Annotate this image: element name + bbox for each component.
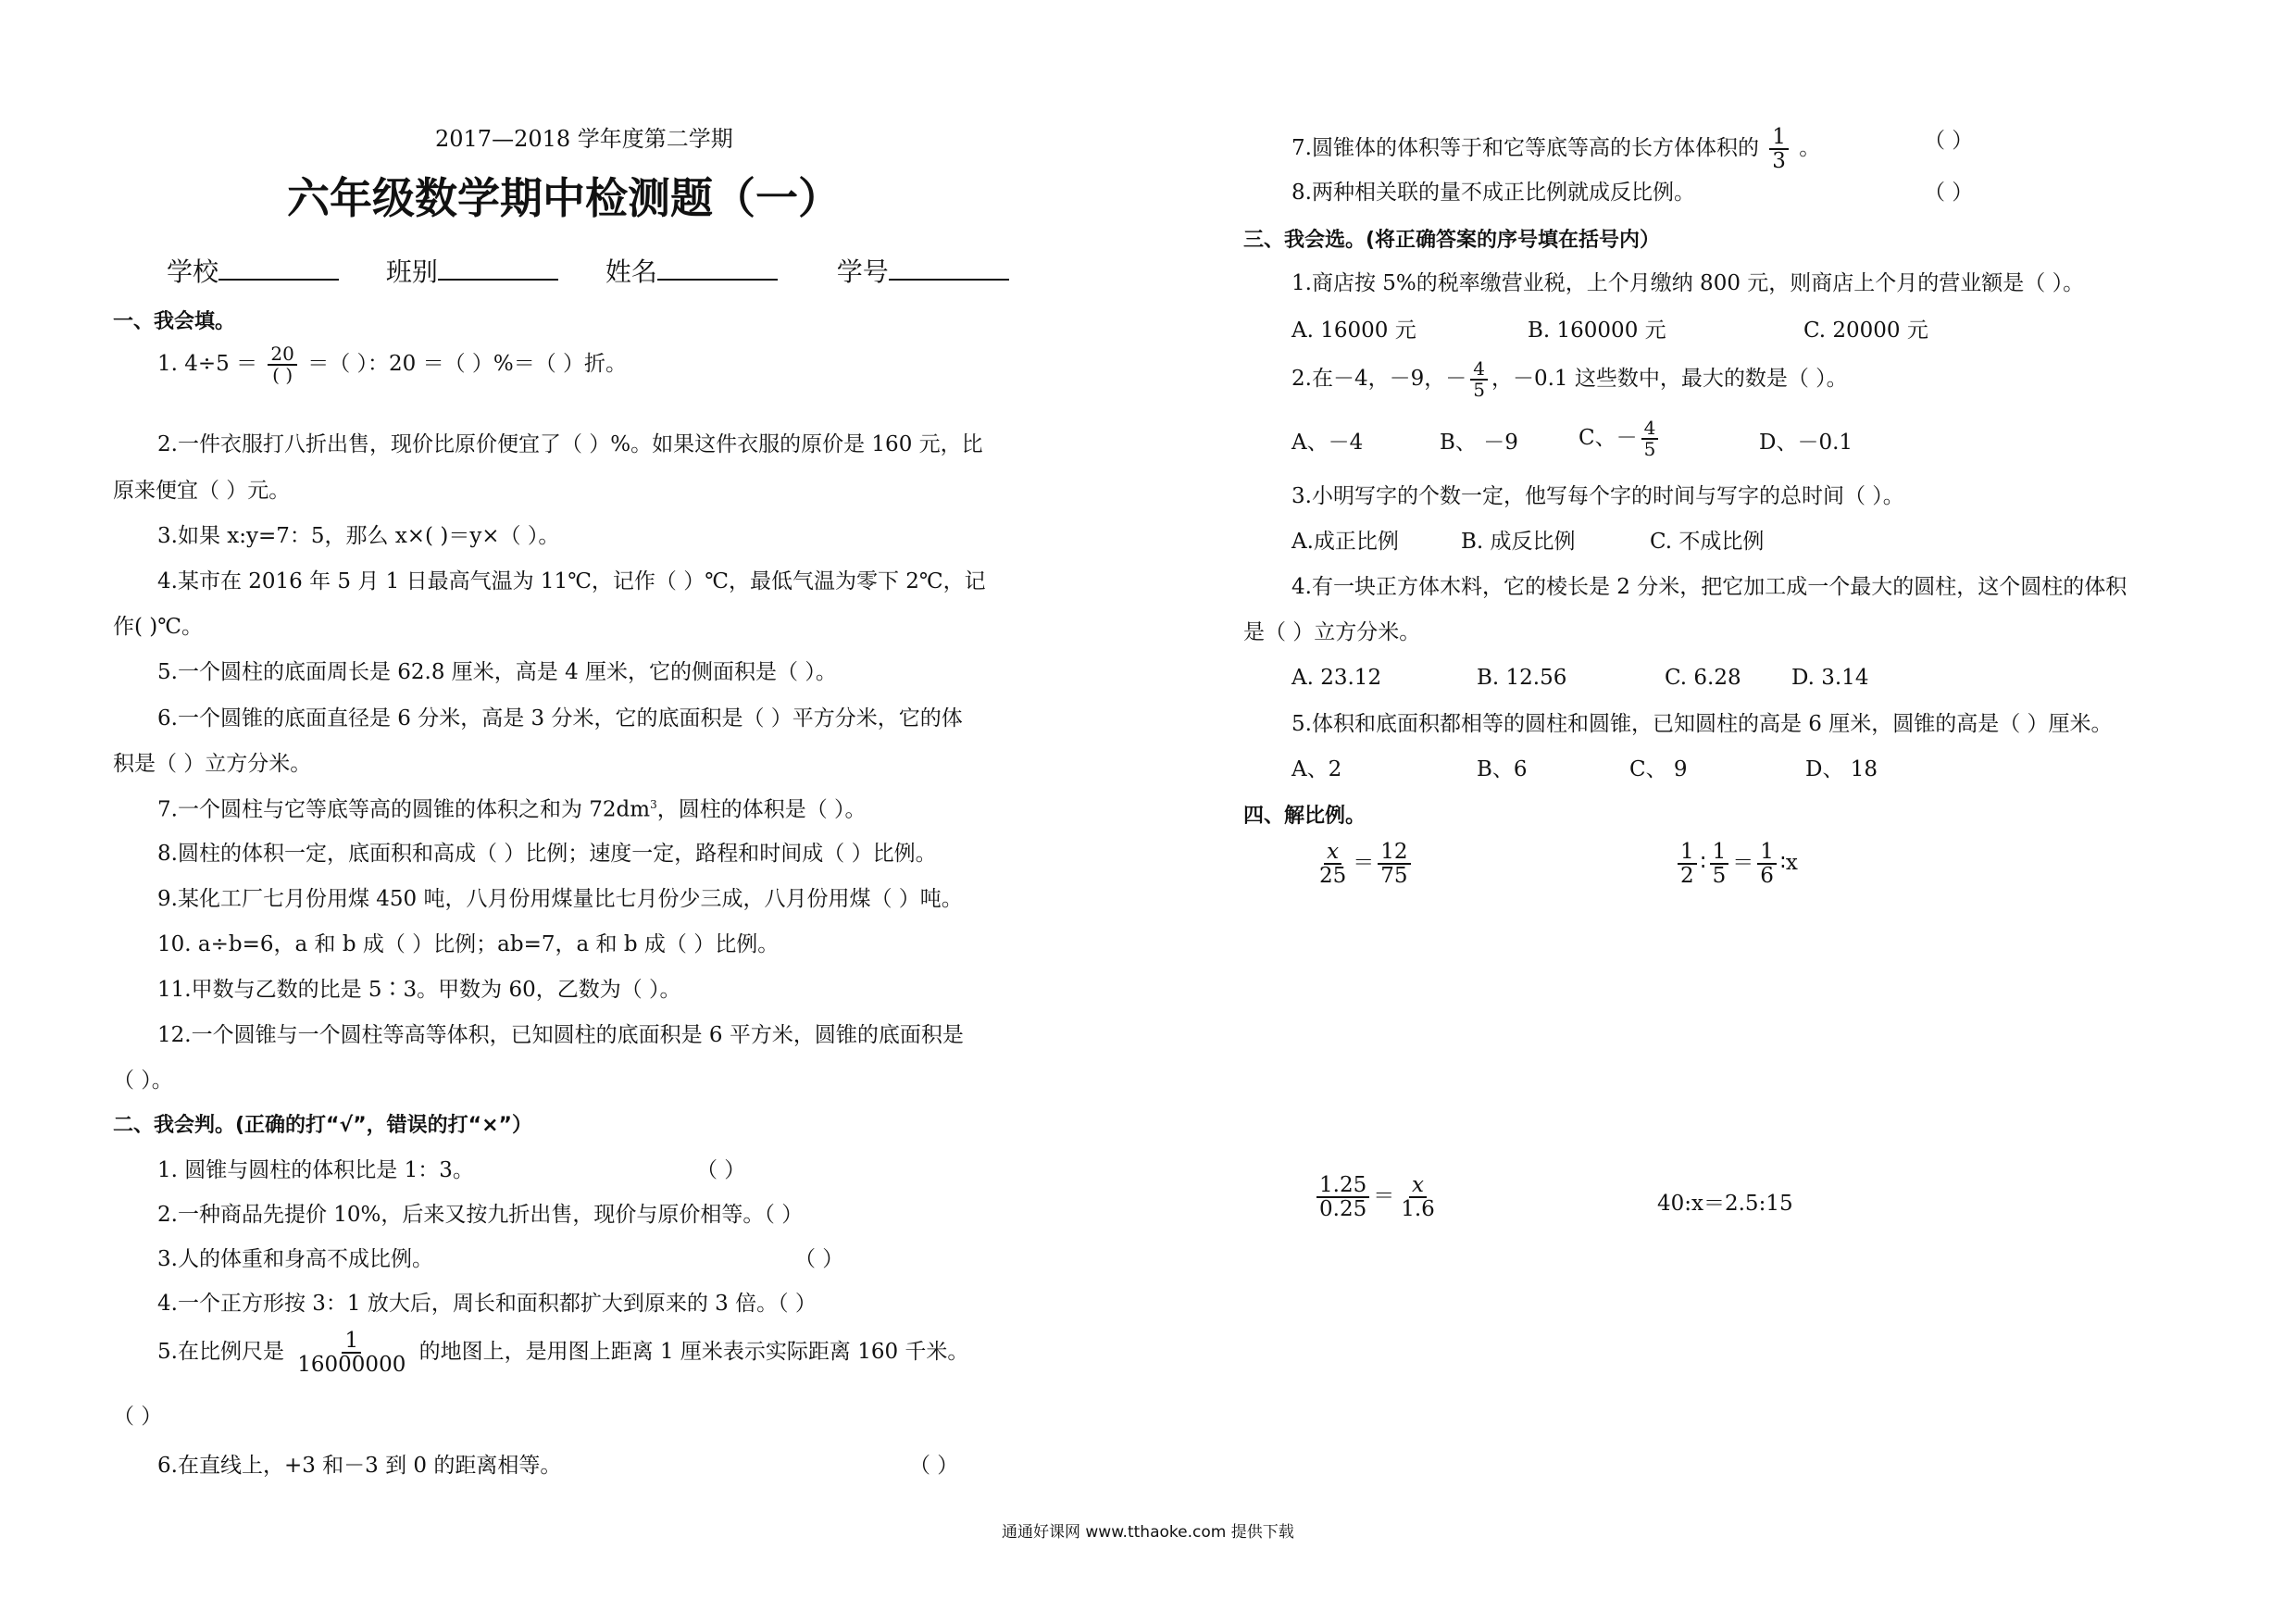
s2-q8: 8.两种相关联的量不成正比例就成反比例。 xyxy=(1292,181,1695,205)
s3-q2-opt-c-fraction: $\frac{4}{5}$ xyxy=(1641,418,1659,459)
s1-q2-line1: 2.一件衣服打八折出售，现价比原价便宜了（ ）%。如果这件衣服的原价是 160 元，比 xyxy=(157,432,983,456)
s2-q5-line2[interactable]: （ ） xyxy=(113,1405,163,1429)
s3-q1-opt-b[interactable]: B. 160000 元 xyxy=(1528,319,1666,343)
field-name: 姓名 xyxy=(605,256,778,287)
s2-q3-paren[interactable]: （ ） xyxy=(794,1247,844,1271)
exam-title: 六年级数学期中检测题（一） xyxy=(287,173,841,223)
s3-q4-opt-c[interactable]: C. 6.28 xyxy=(1665,666,1741,690)
s2-q8-paren[interactable]: （ ） xyxy=(1924,181,1974,205)
s1-q6-line1: 6.一个圆锥的底面直径是 6 分米，高是 3 分米，它的底面积是（ ）平方分米，它的体 xyxy=(157,706,963,731)
field-class: 班别 xyxy=(386,256,558,287)
section-3-heading: 三、我会选。(将正确答案的序号填在括号内） xyxy=(1243,229,1661,252)
s3-q3-opt-c[interactable]: C. 不成比例 xyxy=(1650,530,1765,554)
s3-q3-opt-a[interactable]: A.成正比例 xyxy=(1292,530,1399,554)
s3-q5: 5.体积和底面积都相等的圆柱和圆锥，已知圆柱的高是 6 厘米，圆锥的高是（ ）厘米。 xyxy=(1292,712,2113,736)
s4-eq2-f3: $\frac{1}{6}$ xyxy=(1757,841,1777,887)
s1-q9: 9.某化工厂七月份用煤 450 吨，八月份用煤量比七月份少三成，八月份用煤（ ）吨。 xyxy=(157,887,963,911)
s3-q5-opt-c[interactable]: C、 9 xyxy=(1629,757,1688,781)
s4-eq2-f1: $\frac{1}{2}$ xyxy=(1678,841,1697,887)
s3-q4-opt-a[interactable]: A. 23.12 xyxy=(1292,666,1382,690)
s3-q3: 3.小明写字的个数一定，他写每个字的时间与写字的总时间（ ）。 xyxy=(1292,484,1904,508)
s3-q5-opt-a[interactable]: A、2 xyxy=(1292,757,1342,781)
section-1-heading: 一、我会填。 xyxy=(113,310,236,333)
s1-q3: 3.如果 x:y=7：5，那么 x×( )＝y×（ ）。 xyxy=(157,524,560,548)
s1-q10: 10. a÷b=6，a 和 b 成（ ）比例；ab=7，a 和 b 成（ ）比例。 xyxy=(157,932,780,956)
s3-q2-opt-b[interactable]: B、 －9 xyxy=(1440,431,1518,455)
s2-q3: 3.人的体重和身高不成比例。 xyxy=(157,1247,433,1271)
s3-q1-opt-c[interactable]: C. 20000 元 xyxy=(1803,319,1928,343)
s1-q4-line1: 4.某市在 2016 年 5 月 1 日最高气温为 11℃，记作（ ）℃，最低气温为零下 2℃，记 xyxy=(157,569,986,593)
s2-q6-paren[interactable]: （ ） xyxy=(909,1454,959,1478)
s1-q1: 1. 4÷5 ＝ $\frac{20}{( )}$ ＝（ ）：20 ＝（ ）%＝（ ）折。 xyxy=(157,343,628,386)
s2-q5-fraction: $\frac{1}{16000000}$ xyxy=(297,1329,406,1378)
s1-q6-line2: 积是（ ）立方分米。 xyxy=(113,752,312,776)
field-number-line[interactable] xyxy=(889,279,1009,281)
footer-credit: 通通好课网 www.tthaoke.com 提供下载 xyxy=(1002,1523,1294,1542)
s2-q1-paren[interactable]: （ ） xyxy=(696,1158,746,1182)
s3-q1: 1.商店按 5%的税率缴营业税，上个月缴纳 800 元，则商店上个月的营业额是（ ）。 xyxy=(1292,271,2085,295)
s4-eq3-left: $\frac{1.25}{0.25}$ xyxy=(1316,1174,1369,1220)
section-4-heading: 四、解比例。 xyxy=(1243,805,1366,828)
s3-q3-opt-b[interactable]: B. 成反比例 xyxy=(1461,530,1576,554)
s1-q11: 11.甲数与乙数的比是 5∶3。甲数为 60，乙数为（ ）。 xyxy=(157,978,681,1002)
s1-q8: 8.圆柱的体积一定，底面积和高成（ ）比例；速度一定，路程和时间成（ ）比例。 xyxy=(157,842,937,866)
field-school: 学校 xyxy=(167,256,339,287)
info-fields xyxy=(167,252,1009,289)
s3-q4-line1: 4.有一块正方体木料，它的棱长是 2 分米，把它加工成一个最大的圆柱，这个圆柱的体积 xyxy=(1292,575,2128,599)
s2-q6: 6.在直线上，+3 和－3 到 0 的距离相等。 xyxy=(157,1454,562,1478)
s4-eq2-f2: $\frac{1}{5}$ xyxy=(1710,841,1729,887)
s3-q5-opt-d[interactable]: D、 18 xyxy=(1805,757,1878,781)
s1-q2-line2: 原来便宜（ ）元。 xyxy=(113,479,291,503)
s1-q4-line2: 作( )℃。 xyxy=(113,615,203,639)
s3-q2-opt-d[interactable]: D、－0.1 xyxy=(1759,431,1853,455)
s3-q4-line2: 是（ ）立方分米。 xyxy=(1243,620,1421,644)
s3-q5-opt-b[interactable]: B、6 xyxy=(1477,757,1528,781)
field-name-line[interactable] xyxy=(657,279,778,281)
field-class-line[interactable] xyxy=(438,279,558,281)
s3-q2-opt-a[interactable]: A、－4 xyxy=(1292,431,1364,455)
s1-q1-fraction: $\frac{20}{( )}$ xyxy=(268,344,296,385)
s4-eq1-left: $\frac{x}{25}$ xyxy=(1319,840,1347,889)
s2-q1: 1. 圆锥与圆柱的体积比是 1：3。 xyxy=(157,1158,474,1182)
s4-eq3-right: $\frac{x}{1.6}$ xyxy=(1401,1173,1435,1222)
s2-q7: 7.圆锥体的体积等于和它等底等高的长方体体积的 $\frac{1}{3}$ 。 xyxy=(1292,125,1821,174)
s4-eq3: $\frac{1.25}{0.25}$ ＝ $\frac{x}{1.6}$ xyxy=(1313,1174,1441,1220)
s3-q2-fraction: $\frac{4}{5}$ xyxy=(1470,359,1488,400)
exam-term: 2017—2018 学年度第二学期 xyxy=(435,126,733,152)
s3-q2-opt-c[interactable]: C、－ $\frac{4}{5}$ xyxy=(1578,418,1662,459)
s3-q4-opt-d[interactable]: D. 3.14 xyxy=(1791,666,1869,690)
s2-q2: 2.一种商品先提价 10%，后来又按九折出售，现价与原价相等。（ ） xyxy=(157,1203,804,1227)
field-school-line[interactable] xyxy=(218,279,339,281)
s2-q4: 4.一个正方形按 3：1 放大后，周长和面积都扩大到原来的 3 倍。（ ） xyxy=(157,1292,817,1316)
s3-q4-opt-b[interactable]: B. 12.56 xyxy=(1477,666,1567,690)
s4-eq1: $\frac{x}{25}$ ＝ $\frac{12}{75}$ xyxy=(1313,841,1415,887)
s4-eq2: $\frac{1}{2}$ ∶ $\frac{1}{5}$ ＝ $\frac{1}{6}$ ∶x xyxy=(1674,841,1798,887)
s3-q1-opt-a[interactable]: A. 16000 元 xyxy=(1292,319,1416,343)
s2-q7-paren[interactable]: （ ） xyxy=(1924,129,1974,153)
s2-q7-fraction: $\frac{1}{3}$ xyxy=(1769,126,1789,172)
s3-q2: 2.在－4，－9，－ $\frac{4}{5}$ ，－0.1 这些数中，最大的数是（ ）。 xyxy=(1292,357,1848,401)
s2-q5: 5.在比例尺是 $\frac{1}{16000000}$ 的地图上，是用图上距离 1 厘米表示实际距离 160 千米。 xyxy=(157,1329,969,1378)
s4-eq1-right: $\frac{12}{75}$ xyxy=(1378,841,1410,887)
s1-q12-line2: （ ）。 xyxy=(113,1068,173,1093)
field-number: 学号 xyxy=(837,256,1009,287)
s4-eq4: 40:x＝2.5:15 xyxy=(1657,1192,1793,1216)
s1-q5: 5.一个圆柱的底面周长是 62.8 厘米，高是 4 厘米，它的侧面积是（ ）。 xyxy=(157,660,837,684)
s1-q12-line1: 12.一个圆锥与一个圆柱等高等体积，已知圆柱的底面积是 6 平方米，圆锥的底面积是 xyxy=(157,1023,964,1047)
section-2-heading: 二、我会判。(正确的打“√”，错误的打“×”） xyxy=(113,1114,532,1137)
s1-q7: 7.一个圆柱与它等底等高的圆锥的体积之和为 $72dm^3$，圆柱的体积是（ ）。 xyxy=(157,797,867,822)
